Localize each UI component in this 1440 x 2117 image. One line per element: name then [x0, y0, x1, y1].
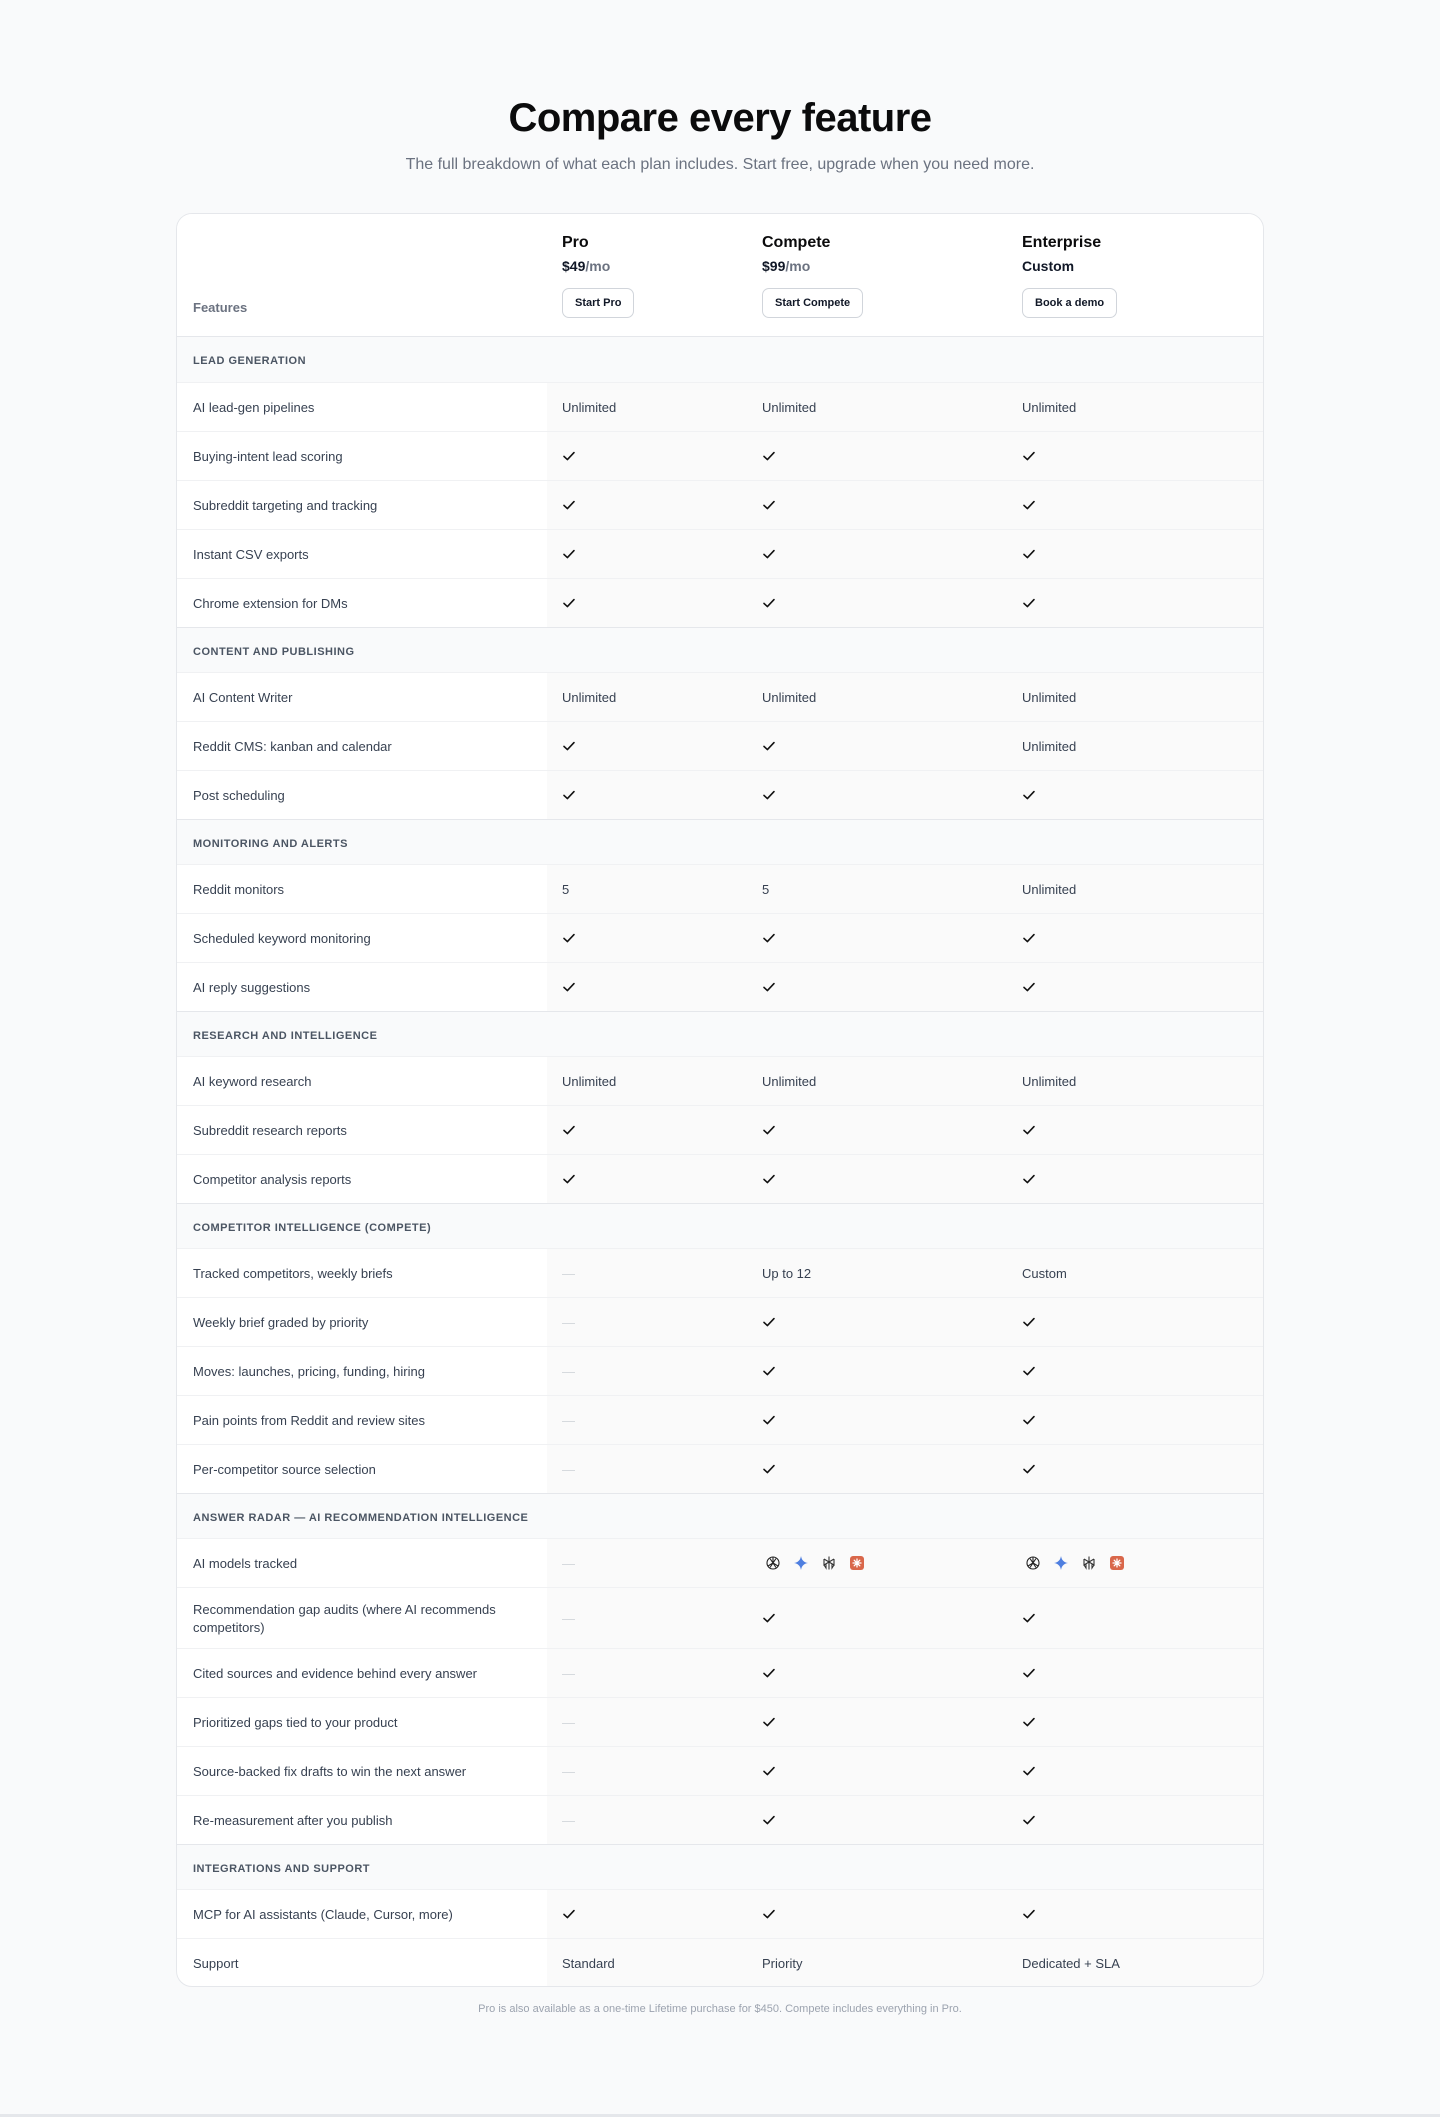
cell-enterprise — [1022, 963, 1036, 1011]
cell-enterprise — [1022, 722, 1076, 770]
feature-name: Re-measurement after you publish — [193, 1813, 393, 1828]
check-icon — [762, 1813, 776, 1827]
check-icon — [562, 980, 576, 994]
plan-header-enterprise — [1022, 232, 1117, 318]
cell-pro — [562, 673, 616, 721]
cell-enterprise — [1022, 1796, 1036, 1844]
check-icon — [1022, 1172, 1036, 1186]
check-icon — [1022, 788, 1036, 802]
cell-compete — [762, 1698, 776, 1746]
feature-name: Cited sources and evidence behind every answer — [193, 1666, 478, 1681]
openai-icon — [1022, 1552, 1044, 1574]
feature-name: Support — [193, 1956, 239, 1971]
check-icon — [762, 1462, 776, 1476]
cell-value: Up to 12 — [762, 1265, 812, 1281]
feature-name: Chrome extension for DMs — [193, 596, 348, 611]
cell-pro — [562, 1698, 575, 1746]
openai-icon — [762, 1552, 784, 1574]
cell-compete — [762, 963, 776, 1011]
cell-pro — [562, 1396, 575, 1444]
cell-pro — [562, 1445, 575, 1493]
section-header — [177, 337, 1263, 382]
cell-pro — [562, 383, 616, 431]
cell-value: Custom — [1022, 1265, 1067, 1281]
cell-enterprise — [1022, 1539, 1128, 1587]
cell-compete — [762, 673, 816, 721]
feature-row — [177, 1795, 1263, 1844]
cell-enterprise — [1022, 1347, 1036, 1395]
check-icon — [562, 547, 576, 561]
feature-name: AI reply suggestions — [193, 980, 311, 995]
check-icon — [762, 1907, 776, 1921]
feature-row — [177, 1538, 1263, 1587]
cell-value: Unlimited — [1022, 881, 1077, 897]
feature-row — [177, 1889, 1263, 1938]
dash-icon: — — [562, 1461, 575, 1477]
feature-name: Tracked competitors, weekly briefs — [193, 1266, 393, 1281]
price-period: /mo — [785, 258, 811, 274]
feature-row — [177, 578, 1263, 627]
check-icon — [762, 980, 776, 994]
feature-row — [177, 1395, 1263, 1444]
cell-enterprise — [1022, 432, 1036, 480]
cell-compete — [762, 1890, 776, 1938]
feature-name: AI Content Writer — [193, 690, 293, 705]
check-icon — [1022, 498, 1036, 512]
feature-name: AI keyword research — [193, 1074, 312, 1089]
section-header-background — [177, 337, 1263, 382]
feature-row — [177, 529, 1263, 578]
check-icon — [1022, 1315, 1036, 1329]
book-demo-button[interactable]: Book a demo — [1022, 288, 1117, 318]
cell-enterprise — [1022, 1298, 1036, 1346]
cell-compete — [762, 1057, 816, 1105]
cell-compete — [762, 1939, 802, 1987]
cell-pro — [562, 432, 576, 480]
cell-value: 5 — [762, 881, 770, 897]
check-icon — [1022, 596, 1036, 610]
check-icon — [762, 498, 776, 512]
dash-icon: — — [562, 1763, 575, 1779]
feature-name: Source-backed fix drafts to win the next answer — [193, 1764, 467, 1779]
cell-compete — [762, 1396, 776, 1444]
check-icon — [762, 1315, 776, 1329]
check-icon — [1022, 1907, 1036, 1921]
cell-enterprise — [1022, 914, 1036, 962]
feature-name: Scheduled keyword monitoring — [193, 931, 371, 946]
cell-value: Unlimited — [562, 399, 617, 415]
cell-enterprise — [1022, 865, 1076, 913]
feature-row — [177, 480, 1263, 529]
feature-name: Subreddit research reports — [193, 1123, 347, 1138]
feature-row — [177, 913, 1263, 962]
check-icon — [762, 1413, 776, 1427]
start-pro-button[interactable]: Start Pro — [562, 288, 634, 318]
feature-row — [177, 1697, 1263, 1746]
cell-pro — [562, 1649, 575, 1697]
feature-row — [177, 1746, 1263, 1795]
cell-value: Unlimited — [762, 689, 817, 705]
section-header — [177, 1493, 1263, 1538]
cell-enterprise — [1022, 1396, 1036, 1444]
plan-price — [1022, 256, 1117, 276]
check-icon — [1022, 1813, 1036, 1827]
cell-compete — [762, 530, 776, 578]
cell-compete — [762, 1155, 776, 1203]
table-body — [177, 337, 1263, 1987]
cell-enterprise — [1022, 1106, 1036, 1154]
check-icon — [1022, 1764, 1036, 1778]
cell-compete — [762, 432, 776, 480]
check-icon — [562, 739, 576, 753]
claude-icon — [846, 1552, 868, 1574]
cell-enterprise — [1022, 1747, 1036, 1795]
check-icon — [1022, 1462, 1036, 1476]
section-header — [177, 627, 1263, 672]
plan-header-pro — [562, 232, 634, 318]
check-icon — [762, 788, 776, 802]
cell-value: Standard — [562, 1955, 615, 1971]
section-header — [177, 819, 1263, 864]
check-icon — [1022, 1715, 1036, 1729]
check-icon — [562, 596, 576, 610]
check-icon — [562, 1907, 576, 1921]
feature-row — [177, 770, 1263, 819]
feature-row — [177, 1587, 1263, 1648]
dash-icon: — — [562, 1812, 575, 1828]
cell-compete — [762, 865, 769, 913]
cell-enterprise — [1022, 673, 1076, 721]
feature-name: Subreddit targeting and tracking — [193, 498, 378, 513]
cell-value: Unlimited — [762, 399, 817, 415]
section-title: LEAD GENERATION — [193, 355, 307, 367]
cell-compete — [762, 579, 776, 627]
section-header — [177, 1011, 1263, 1056]
cell-value: Priority — [762, 1955, 803, 1971]
cell-enterprise — [1022, 1890, 1036, 1938]
check-icon — [1022, 1611, 1036, 1625]
feature-row — [177, 1154, 1263, 1203]
gemini-icon — [790, 1552, 812, 1574]
check-icon — [762, 1764, 776, 1778]
cell-enterprise — [1022, 1249, 1067, 1297]
hero-section — [0, 0, 1440, 176]
cell-compete — [762, 1539, 868, 1587]
feature-row — [177, 721, 1263, 770]
footnote: Pro is also available as a one-time Lifetime purchase for $450. Compete includes everything in Pro. — [478, 2003, 962, 2015]
plan-price — [762, 256, 863, 276]
feature-name: Pain points from Reddit and review sites — [193, 1413, 425, 1428]
cell-compete — [762, 1445, 776, 1493]
cell-pro — [562, 1249, 575, 1297]
check-icon — [762, 1611, 776, 1625]
feature-name: Post scheduling — [193, 788, 285, 803]
check-icon — [762, 1715, 776, 1729]
check-icon — [1022, 931, 1036, 945]
plan-header-compete — [762, 232, 863, 318]
feature-row — [177, 1648, 1263, 1697]
section-title: CONTENT AND PUBLISHING — [193, 646, 355, 658]
feature-row — [177, 1938, 1263, 1987]
cell-value: Unlimited — [1022, 1073, 1077, 1089]
feature-row — [177, 1297, 1263, 1346]
ai-models-list — [762, 1552, 868, 1574]
section-title: RESEARCH AND INTELLIGENCE — [193, 1030, 378, 1042]
cell-pro — [562, 1057, 616, 1105]
cell-compete — [762, 722, 776, 770]
cell-enterprise — [1022, 771, 1036, 819]
feature-row — [177, 864, 1263, 913]
cell-value: Unlimited — [1022, 399, 1077, 415]
feature-row — [177, 1444, 1263, 1493]
check-icon — [1022, 449, 1036, 463]
cell-enterprise — [1022, 383, 1076, 431]
feature-row — [177, 672, 1263, 721]
check-icon — [762, 1364, 776, 1378]
feature-row — [177, 1105, 1263, 1154]
feature-name: Reddit monitors — [193, 882, 285, 897]
cell-compete — [762, 1747, 776, 1795]
cell-pro — [562, 1539, 575, 1587]
dash-icon: — — [562, 1555, 575, 1571]
feature-row — [177, 1248, 1263, 1297]
check-icon — [1022, 1123, 1036, 1137]
check-icon — [762, 1666, 776, 1680]
feature-row — [177, 1056, 1263, 1105]
cell-pro — [562, 1106, 576, 1154]
cell-pro — [562, 1155, 576, 1203]
cell-pro — [562, 771, 576, 819]
cell-compete — [762, 914, 776, 962]
section-header — [177, 1203, 1263, 1248]
cell-compete — [762, 481, 776, 529]
cell-enterprise — [1022, 579, 1036, 627]
cell-pro — [562, 914, 576, 962]
cell-enterprise — [1022, 1939, 1120, 1987]
cell-pro — [562, 481, 576, 529]
feature-name: Competitor analysis reports — [193, 1172, 352, 1187]
plan-name: Compete — [762, 234, 831, 251]
cell-pro — [562, 1747, 575, 1795]
perplexity-icon — [1078, 1552, 1100, 1574]
cell-pro — [562, 865, 569, 913]
dash-icon: — — [562, 1412, 575, 1428]
cell-pro — [562, 1588, 575, 1648]
cell-compete — [762, 771, 776, 819]
dash-icon: — — [562, 1714, 575, 1730]
cell-value: Unlimited — [1022, 738, 1077, 754]
cell-pro — [562, 722, 576, 770]
perplexity-icon — [818, 1552, 840, 1574]
plan-name: Enterprise — [1022, 234, 1102, 251]
cell-enterprise — [1022, 481, 1036, 529]
feature-name: Weekly brief graded by priority — [193, 1315, 369, 1330]
dash-icon: — — [562, 1665, 575, 1681]
feature-name: Buying-intent lead scoring — [193, 449, 343, 464]
cell-pro — [562, 579, 576, 627]
cell-enterprise — [1022, 1649, 1036, 1697]
cell-pro — [562, 1890, 576, 1938]
check-icon — [1022, 1666, 1036, 1680]
check-icon — [562, 931, 576, 945]
features-column-label: Features — [193, 300, 248, 315]
check-icon — [762, 1123, 776, 1137]
check-icon — [1022, 1364, 1036, 1378]
cell-compete — [762, 383, 816, 431]
check-icon — [762, 739, 776, 753]
cell-pro — [562, 530, 576, 578]
cell-enterprise — [1022, 1155, 1036, 1203]
cell-value: Unlimited — [562, 689, 617, 705]
check-icon — [562, 449, 576, 463]
cell-value: Unlimited — [762, 1073, 817, 1089]
check-icon — [762, 931, 776, 945]
cell-enterprise — [1022, 1445, 1036, 1493]
dash-icon: — — [562, 1314, 575, 1330]
cell-compete — [762, 1588, 776, 1648]
section-title: INTEGRATIONS AND SUPPORT — [193, 1863, 371, 1875]
cell-value: Unlimited — [562, 1073, 617, 1089]
feature-name: Reddit CMS: kanban and calendar — [193, 739, 392, 754]
cell-compete — [762, 1649, 776, 1697]
check-icon — [562, 498, 576, 512]
start-compete-button[interactable]: Start Compete — [762, 288, 863, 318]
dash-icon: — — [562, 1265, 575, 1281]
check-icon — [1022, 547, 1036, 561]
feature-name: Prioritized gaps tied to your product — [193, 1715, 398, 1730]
cell-pro — [562, 1347, 575, 1395]
gemini-icon — [1050, 1552, 1072, 1574]
dash-icon: — — [562, 1363, 575, 1379]
cell-compete — [762, 1249, 811, 1297]
cell-compete — [762, 1106, 776, 1154]
feature-name: Instant CSV exports — [193, 547, 309, 562]
check-icon — [762, 547, 776, 561]
check-icon — [1022, 1413, 1036, 1427]
comparison-table — [176, 213, 1264, 1987]
check-icon — [562, 1123, 576, 1137]
check-icon — [762, 449, 776, 463]
cell-enterprise — [1022, 1588, 1036, 1648]
feature-name: AI lead-gen pipelines — [193, 400, 315, 415]
cell-value: 5 — [562, 881, 570, 897]
feature-name: Per-competitor source selection — [193, 1462, 376, 1477]
section-title: MONITORING AND ALERTS — [193, 838, 348, 850]
cell-enterprise — [1022, 1698, 1036, 1746]
plan-price — [562, 256, 634, 276]
section-header — [177, 1844, 1263, 1889]
section-title: ANSWER RADAR — AI RECOMMENDATION INTELLIGENCE — [193, 1512, 529, 1524]
section-title: COMPETITOR INTELLIGENCE (COMPETE) — [193, 1222, 432, 1234]
dash-icon: — — [562, 1610, 575, 1626]
check-icon — [562, 1172, 576, 1186]
cell-pro — [562, 963, 576, 1011]
cell-value: Dedicated + SLA — [1022, 1955, 1120, 1971]
cell-enterprise — [1022, 530, 1036, 578]
price-amount: $99 — [762, 258, 786, 274]
table-header — [177, 214, 1263, 337]
ai-models-list — [1022, 1552, 1128, 1574]
feature-row — [177, 382, 1263, 431]
check-icon — [1022, 980, 1036, 994]
cell-value: Unlimited — [1022, 689, 1077, 705]
cell-compete — [762, 1796, 776, 1844]
feature-name: Recommendation gap audits (where AI recommends competitors) — [193, 1602, 496, 1635]
cell-compete — [762, 1298, 776, 1346]
cell-pro — [562, 1796, 575, 1844]
price-amount: Custom — [1022, 258, 1075, 274]
price-period: /mo — [585, 258, 611, 274]
feature-row — [177, 962, 1263, 1011]
cell-pro — [562, 1939, 615, 1987]
check-icon — [762, 1172, 776, 1186]
feature-name: Moves: launches, pricing, funding, hiring — [193, 1364, 425, 1379]
cell-enterprise — [1022, 1057, 1076, 1105]
page-title: Compare every feature — [508, 96, 932, 140]
feature-name: MCP for AI assistants (Claude, Cursor, more) — [193, 1907, 453, 1922]
feature-row — [177, 431, 1263, 480]
page-subtitle: The full breakdown of what each plan includes. Start free, upgrade when you need more. — [405, 156, 1035, 173]
cell-compete — [762, 1347, 776, 1395]
check-icon — [762, 596, 776, 610]
cell-pro — [562, 1298, 575, 1346]
feature-row — [177, 1346, 1263, 1395]
feature-name: AI models tracked — [193, 1556, 298, 1571]
plan-name: Pro — [562, 234, 589, 251]
claude-icon — [1106, 1552, 1128, 1574]
price-amount: $49 — [562, 258, 586, 274]
check-icon — [562, 788, 576, 802]
